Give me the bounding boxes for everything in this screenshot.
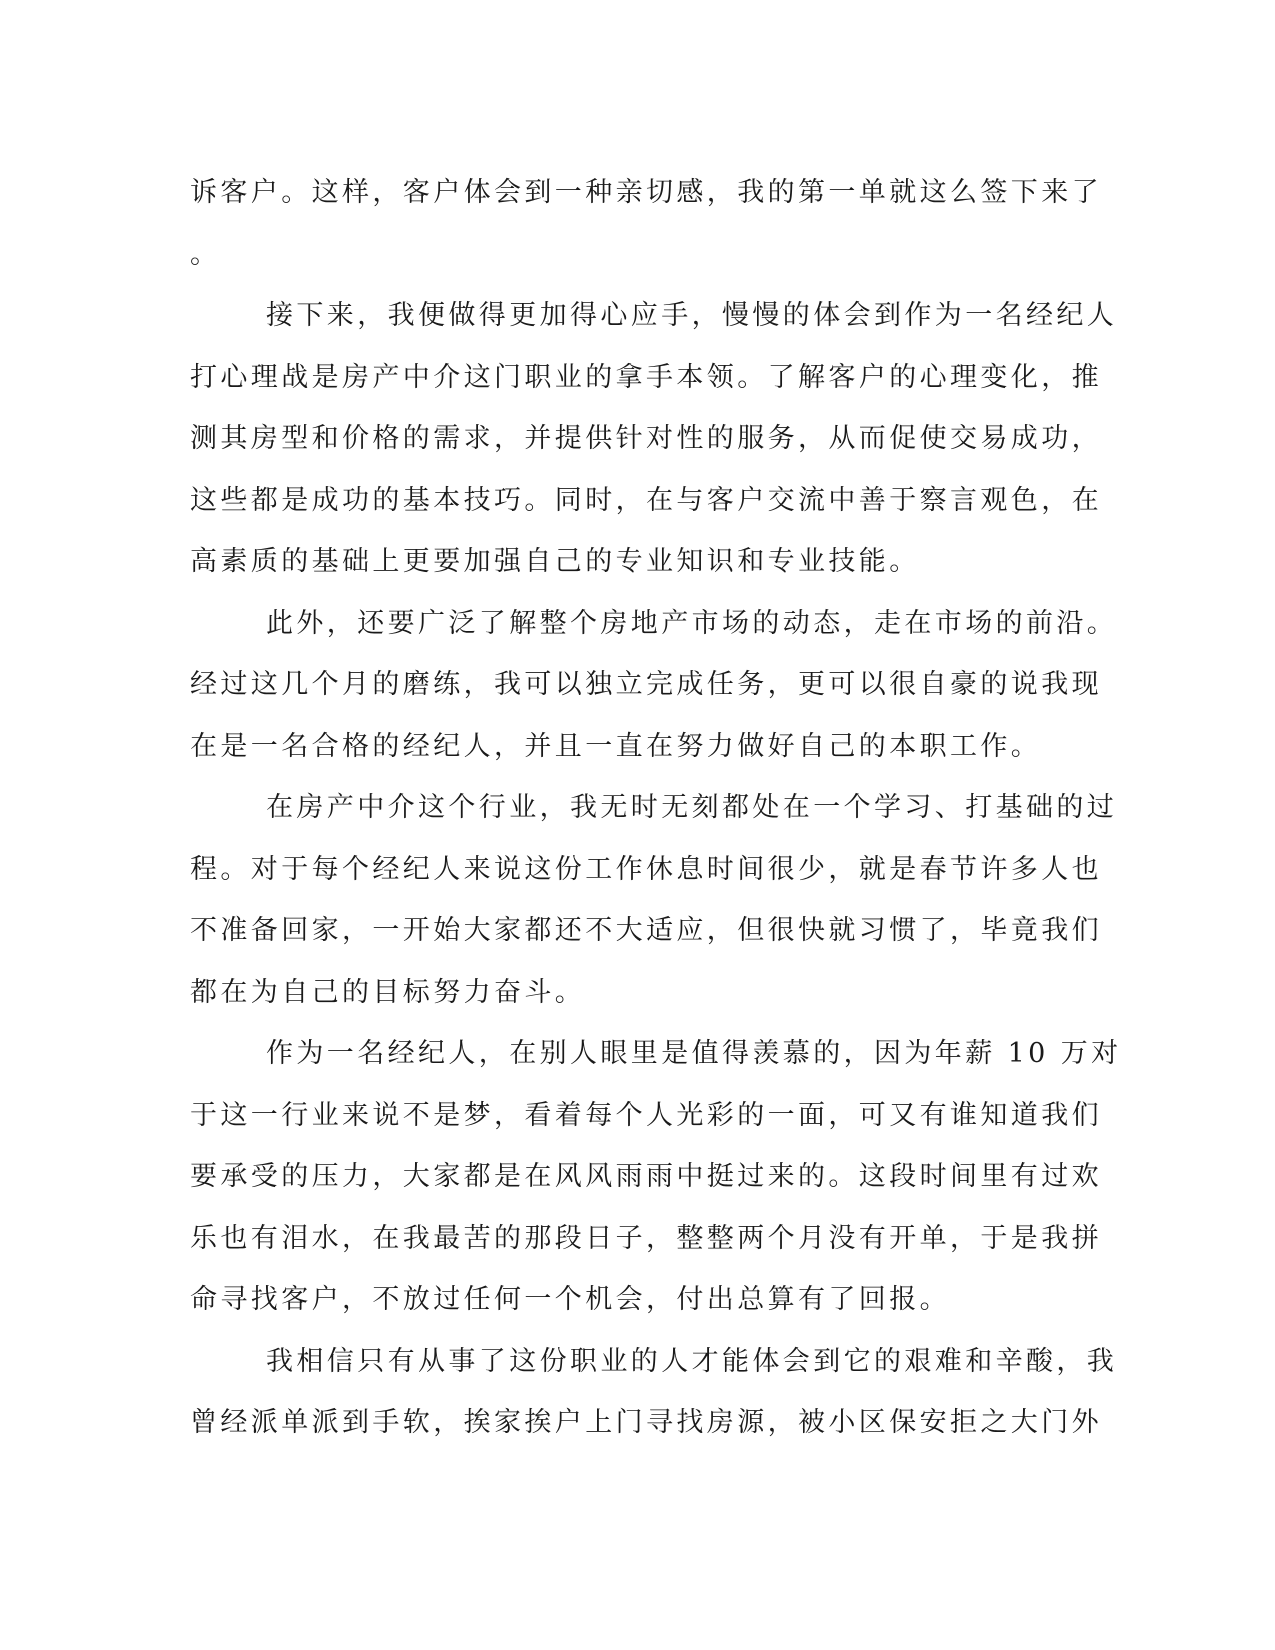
- text-line: 高素质的基础上更要加强自己的专业知识和专业技能。: [190, 546, 920, 577]
- paragraph-first-line: 在房产中介这个行业，我无时无刻都处在一个学习、打基础的过: [266, 792, 1118, 823]
- text-line: 。: [190, 238, 221, 270]
- text-line: 要承受的压力，大家都是在风风雨雨中挺过来的。这段时间里有过欢: [190, 1161, 1102, 1192]
- text-line: 都在为自己的目标努力奋斗。: [190, 976, 586, 1008]
- body-text: [190, 162, 1122, 1454]
- paragraph-first-line: 我相信只有从事了这份职业的人才能体会到它的艰难和辛酸，我: [266, 1345, 1118, 1377]
- text-line: 这些都是成功的基本技巧。同时，在与客户交流中善于察言观色，在: [190, 484, 1102, 516]
- text-line: 于这一行业来说不是梦，看着每个人光彩的一面，可又有谁知道我们: [190, 1099, 1102, 1131]
- paragraph-first-line: 此外，还要广泛了解整个房地产市场的动态，走在市场的前沿。: [266, 607, 1118, 639]
- text-line: 打心理战是房产中介这门职业的拿手本领。了解客户的心理变化，推: [190, 361, 1102, 393]
- text-line: 不准备回家，一开始大家都还不大适应，但很快就习惯了，毕竟我们: [190, 915, 1102, 946]
- text-line: 命寻找客户，不放过任何一个机会，付出总算有了回报。: [190, 1284, 950, 1315]
- paragraph-first-line: 接下来，我便做得更加得心应手，慢慢的体会到作为一名经纪人: [266, 300, 1118, 331]
- paragraph-first-line: 作为一名经纪人，在别人眼里是值得羡慕的，因为年薪 10 万对: [266, 1038, 1122, 1069]
- text-line: 测其房型和价格的需求，并提供针对性的服务，从而促使交易成功，: [190, 423, 1102, 454]
- text-line: 在是一名合格的经纪人，并且一直在努力做好自己的本职工作。: [190, 730, 1042, 762]
- text-line: 程。对于每个经纪人来说这份工作休息时间很少，就是春节许多人也: [190, 853, 1102, 885]
- text-line: 诉客户。这样，客户体会到一种亲切感，我的第一单就这么签下来了: [190, 177, 1102, 208]
- text-line: 经过这几个月的磨练，我可以独立完成任务，更可以很自豪的说我现: [190, 669, 1102, 700]
- text-line: 乐也有泪水，在我最苦的那段日子，整整两个月没有开单，于是我拼: [190, 1222, 1102, 1254]
- text-line: 曾经派单派到手软，挨家挨户上门寻找房源，被小区保安拒之大门外: [190, 1407, 1102, 1438]
